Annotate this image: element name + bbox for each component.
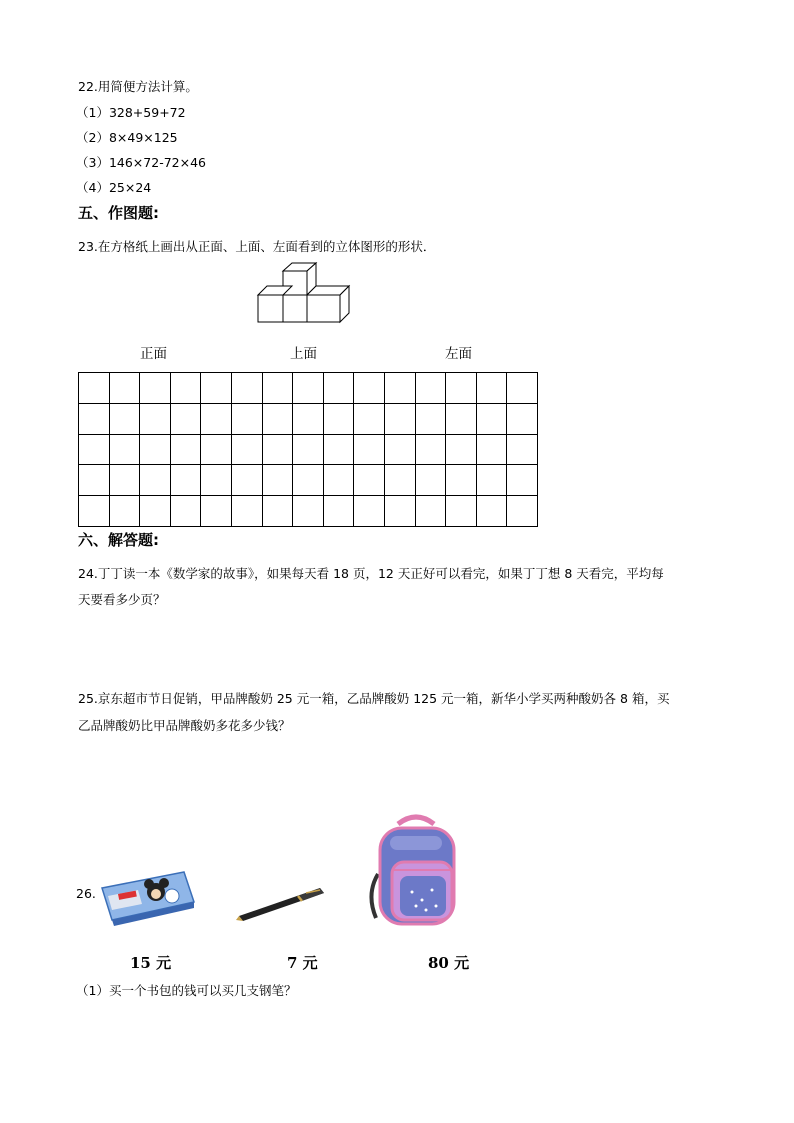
- grid-cell[interactable]: [79, 465, 110, 496]
- grid-cell[interactable]: [293, 465, 324, 496]
- grid-row: [79, 434, 538, 465]
- q24-line-1: 24.丁丁读一本《数学家的故事》，如果每天看 18 页，12 天正好可以看完，如果丁丁想 8 天看完，平均每: [78, 566, 664, 581]
- grid-cell[interactable]: [507, 496, 538, 527]
- grid-cell[interactable]: [293, 403, 324, 434]
- q25-line-1: 25.京东超市节日促销，甲品牌酸奶 25 元一箱，乙品牌酸奶 125 元一箱，新华小学买两种酸奶各 8 箱，买: [78, 691, 670, 706]
- grid-cell[interactable]: [170, 496, 201, 527]
- grid-cell[interactable]: [354, 496, 385, 527]
- grid-row: [79, 465, 538, 496]
- schoolbag-price: 80 元: [428, 954, 470, 972]
- q23-title: 23.在方格纸上画出从正面、上面、左面看到的立体图形的形状．: [78, 239, 436, 254]
- section-5-heading: 五、作图题:: [78, 204, 159, 222]
- grid-cell[interactable]: [109, 403, 140, 434]
- q24-line-2: 天要看多少页？: [78, 592, 166, 607]
- q25-line-2: 乙品牌酸奶比甲品牌酸奶多花多少钱？: [78, 718, 291, 733]
- pencil-case-price: 15 元: [130, 954, 172, 972]
- grid-cell[interactable]: [262, 403, 293, 434]
- grid-cell[interactable]: [170, 465, 201, 496]
- q26-number: 26.: [76, 886, 96, 901]
- grid-cell[interactable]: [507, 465, 538, 496]
- view-label-front: 正面: [140, 346, 167, 362]
- grid-cell[interactable]: [384, 434, 415, 465]
- grid-cell[interactable]: [201, 465, 232, 496]
- grid-cell[interactable]: [384, 403, 415, 434]
- cube-figure: [256, 262, 352, 324]
- view-label-left: 左面: [445, 346, 472, 362]
- grid-cell[interactable]: [231, 465, 262, 496]
- grid-cell[interactable]: [323, 434, 354, 465]
- pencil-case-image: [98, 866, 198, 928]
- grid-cell[interactable]: [262, 465, 293, 496]
- grid-cell[interactable]: [109, 434, 140, 465]
- grid-row: [79, 403, 538, 434]
- grid-cell[interactable]: [323, 403, 354, 434]
- grid-row: [79, 373, 538, 404]
- grid-cell[interactable]: [140, 434, 171, 465]
- grid-cell[interactable]: [446, 434, 477, 465]
- grid-cell[interactable]: [415, 373, 446, 404]
- grid-cell[interactable]: [476, 465, 507, 496]
- grid-cell[interactable]: [140, 403, 171, 434]
- grid-cell[interactable]: [354, 465, 385, 496]
- q22-item-3: （3）146×72-72×46: [76, 155, 206, 170]
- grid-cell[interactable]: [476, 403, 507, 434]
- view-label-top: 上面: [290, 346, 317, 362]
- pen-image: [236, 882, 328, 922]
- grid-cell[interactable]: [109, 373, 140, 404]
- grid-cell[interactable]: [354, 403, 385, 434]
- section-6-heading: 六、解答题:: [78, 531, 159, 549]
- grid-cell[interactable]: [507, 373, 538, 404]
- grid-cell[interactable]: [231, 496, 262, 527]
- grid-cell[interactable]: [476, 373, 507, 404]
- grid-cell[interactable]: [323, 373, 354, 404]
- grid-cell[interactable]: [354, 434, 385, 465]
- grid-cell[interactable]: [140, 496, 171, 527]
- grid-cell[interactable]: [201, 496, 232, 527]
- grid-cell[interactable]: [507, 434, 538, 465]
- grid-cell[interactable]: [415, 434, 446, 465]
- grid-cell[interactable]: [231, 403, 262, 434]
- grid-row: [79, 496, 538, 527]
- grid-cell[interactable]: [170, 373, 201, 404]
- grid-cell[interactable]: [201, 434, 232, 465]
- q22-item-2: （2）8×49×125: [76, 130, 178, 145]
- pen-price: 7 元: [287, 954, 318, 972]
- grid-cell[interactable]: [446, 496, 477, 527]
- grid-cell[interactable]: [384, 465, 415, 496]
- grid-cell[interactable]: [170, 434, 201, 465]
- schoolbag-image: [364, 814, 468, 928]
- q22-item-1: （1）328+59+72: [76, 105, 186, 120]
- grid-cell[interactable]: [323, 465, 354, 496]
- grid-cell[interactable]: [231, 434, 262, 465]
- grid-cell[interactable]: [262, 434, 293, 465]
- grid-cell[interactable]: [79, 496, 110, 527]
- grid-cell[interactable]: [262, 496, 293, 527]
- grid-cell[interactable]: [140, 373, 171, 404]
- grid-cell[interactable]: [231, 373, 262, 404]
- grid-cell[interactable]: [293, 434, 324, 465]
- grid-cell[interactable]: [446, 465, 477, 496]
- grid-cell[interactable]: [384, 496, 415, 527]
- grid-cell[interactable]: [170, 403, 201, 434]
- grid-cell[interactable]: [476, 434, 507, 465]
- grid-paper[interactable]: [78, 372, 538, 527]
- grid-cell[interactable]: [415, 403, 446, 434]
- grid-cell[interactable]: [201, 403, 232, 434]
- grid-cell[interactable]: [79, 373, 110, 404]
- grid-cell[interactable]: [415, 465, 446, 496]
- grid-cell[interactable]: [79, 403, 110, 434]
- grid-cell[interactable]: [79, 434, 110, 465]
- grid-cell[interactable]: [507, 403, 538, 434]
- grid-cell[interactable]: [415, 496, 446, 527]
- grid-cell[interactable]: [354, 373, 385, 404]
- grid-cell[interactable]: [476, 496, 507, 527]
- grid-cell[interactable]: [293, 496, 324, 527]
- grid-cell[interactable]: [109, 465, 140, 496]
- grid-cell[interactable]: [384, 373, 415, 404]
- grid-cell[interactable]: [201, 373, 232, 404]
- q26-question-1: （1）买一个书包的钱可以买几支钢笔？: [76, 983, 297, 998]
- grid-cell[interactable]: [293, 373, 324, 404]
- grid-cell[interactable]: [446, 403, 477, 434]
- grid-cell[interactable]: [140, 465, 171, 496]
- grid-cell[interactable]: [262, 373, 293, 404]
- grid-cell[interactable]: [446, 373, 477, 404]
- grid-cell[interactable]: [323, 496, 354, 527]
- q22-item-4: （4）25×24: [76, 180, 152, 195]
- grid-cell[interactable]: [109, 496, 140, 527]
- q22-title: 22.用简便方法计算。: [78, 79, 198, 94]
